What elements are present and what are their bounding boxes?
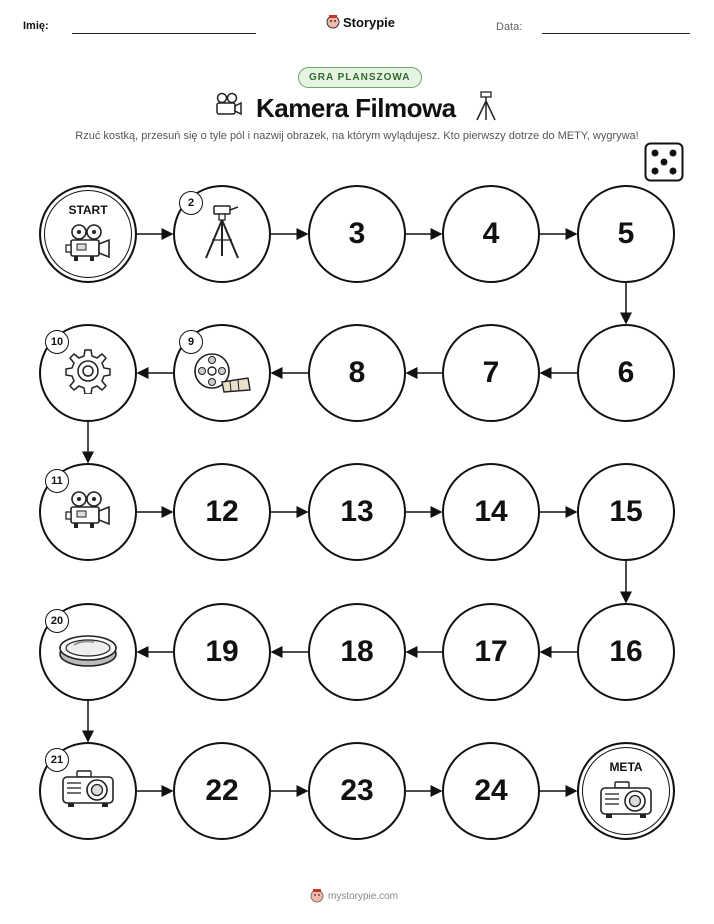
board-space[interactable]: [173, 185, 271, 283]
board-space[interactable]: [442, 185, 540, 283]
space-number: 24: [474, 774, 508, 807]
board-space[interactable]: [442, 463, 540, 561]
board-space[interactable]: [577, 324, 675, 422]
space-number: 19: [205, 635, 239, 668]
start-space[interactable]: [39, 185, 137, 283]
board-space[interactable]: [173, 603, 271, 701]
finish-label: META: [609, 760, 643, 774]
board-space[interactable]: [308, 185, 406, 283]
space-number: 22: [205, 774, 239, 807]
board-space[interactable]: [442, 742, 540, 840]
camera-icon: [65, 223, 111, 268]
space-number-badge: 9: [179, 330, 203, 354]
storypie-mascot-icon: [310, 888, 324, 904]
space-number: 15: [609, 495, 643, 528]
footer-url: mystorypie.com: [328, 890, 399, 902]
board-space[interactable]: [577, 185, 675, 283]
start-label: START: [68, 203, 108, 217]
space-number-badge: 10: [45, 330, 69, 354]
space-number: 8: [348, 356, 366, 389]
board-space[interactable]: [577, 463, 675, 561]
board-space[interactable]: [173, 324, 271, 422]
space-number-badge: 11: [45, 469, 69, 493]
name-label: Imię:: [23, 20, 49, 32]
game-type-badge: GRA PLANSZOWA: [298, 67, 422, 88]
space-number: 17: [474, 635, 508, 668]
space-number: 5: [617, 217, 635, 250]
projector-icon: [599, 780, 653, 825]
board-space[interactable]: [442, 324, 540, 422]
board-space[interactable]: [173, 742, 271, 840]
instructions-text: Rzuć kostką, przesuń się o tyle pól i nazwij obrazek, na którym wylądujesz. Kto pierwszy dotrze do METY, wygrywa!: [75, 130, 639, 142]
board-space[interactable]: [442, 603, 540, 701]
board-space[interactable]: [308, 742, 406, 840]
space-number: 13: [340, 495, 374, 528]
board-space[interactable]: [39, 324, 137, 422]
space-number: 14: [474, 495, 508, 528]
space-number: 6: [617, 356, 635, 389]
board-space[interactable]: [173, 463, 271, 561]
space-number: 12: [205, 495, 239, 528]
space-number: 16: [609, 635, 643, 668]
projector-icon: [61, 769, 115, 814]
camera-icon: [65, 490, 111, 535]
board-space[interactable]: [39, 603, 137, 701]
lens-filter-icon: [58, 630, 118, 675]
page-title: Kamera Filmowa: [256, 93, 456, 123]
board-space[interactable]: [577, 603, 675, 701]
space-number-badge: 21: [45, 748, 69, 772]
finish-space[interactable]: [577, 742, 675, 840]
space-number-badge: 2: [179, 191, 203, 215]
space-number: 23: [340, 774, 374, 807]
board-space[interactable]: [39, 742, 137, 840]
footer: [310, 888, 398, 904]
gear-icon: [65, 348, 111, 399]
space-number: 18: [340, 635, 374, 668]
space-number: 3: [348, 217, 366, 250]
board-space[interactable]: [308, 603, 406, 701]
board-space[interactable]: [39, 463, 137, 561]
tripod-icon: [202, 204, 242, 265]
board-space[interactable]: [308, 324, 406, 422]
space-number: 4: [482, 217, 500, 250]
space-number: 7: [482, 356, 500, 389]
brand-name: Storypie: [343, 14, 396, 30]
date-label: Data:: [496, 21, 523, 33]
space-number-badge: 20: [45, 609, 69, 633]
film-reel-icon: [192, 348, 252, 399]
board-space[interactable]: [308, 463, 406, 561]
